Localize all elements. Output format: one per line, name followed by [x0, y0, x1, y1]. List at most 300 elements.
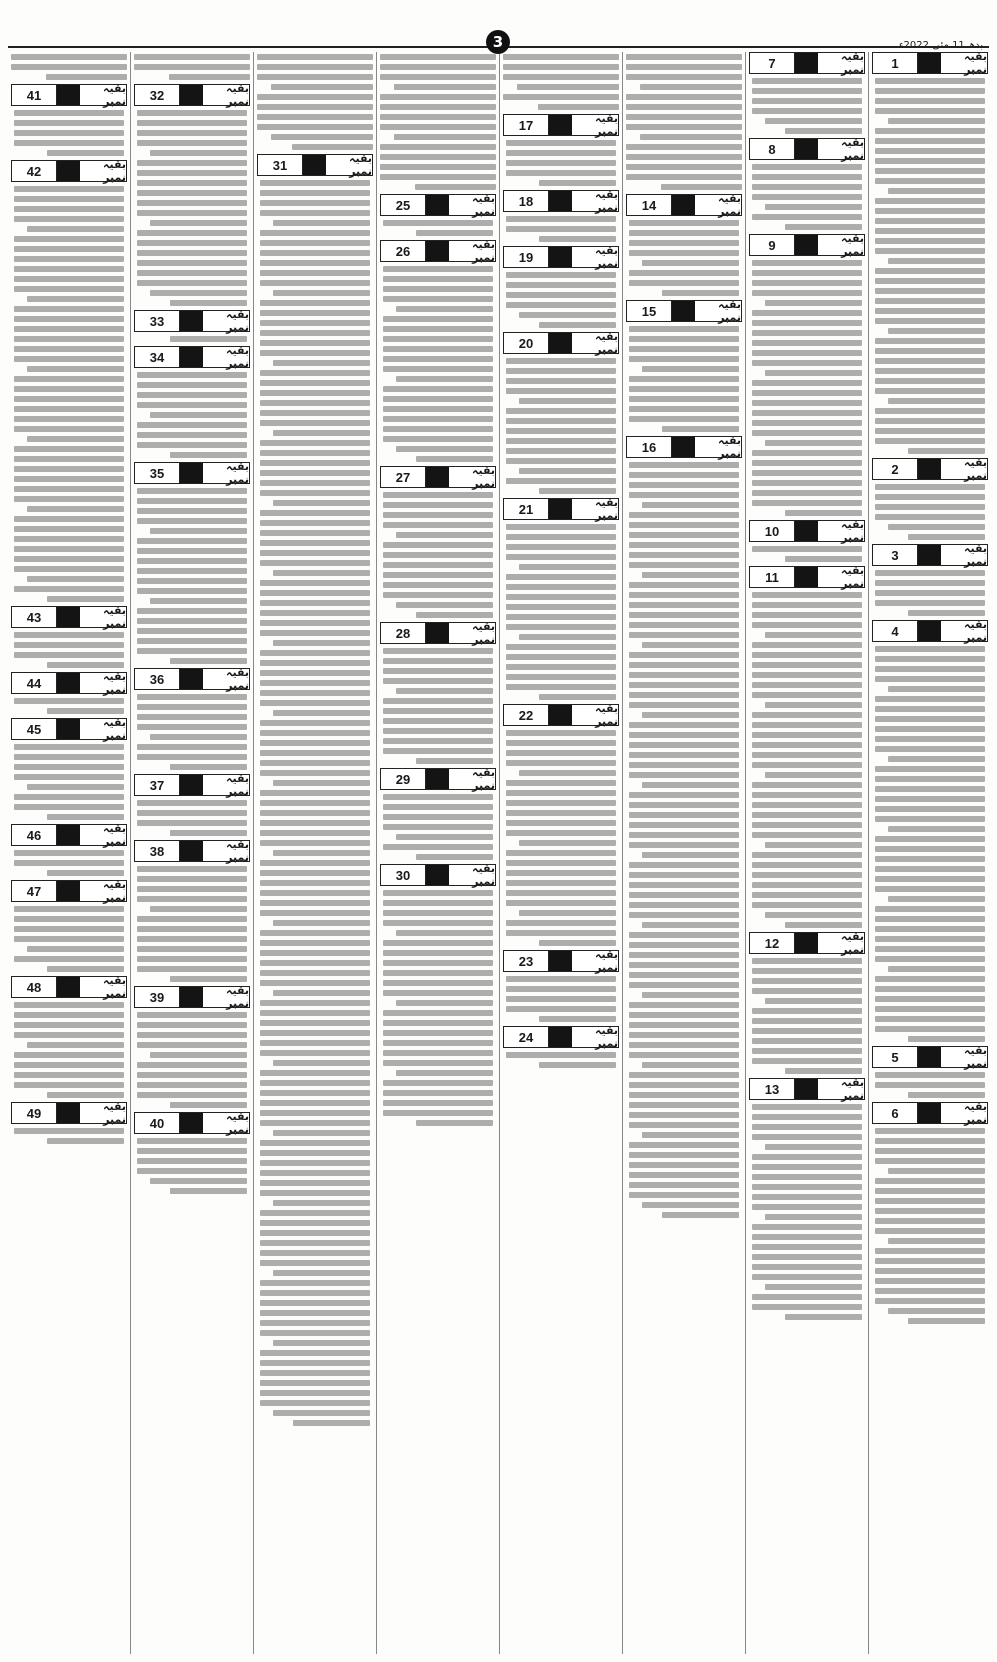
column-1: [868, 52, 991, 1654]
text-line: [137, 250, 247, 256]
header-bar: [549, 1027, 572, 1047]
text-line: [14, 346, 124, 352]
text-line: [47, 150, 124, 156]
text-line: [260, 620, 370, 626]
continuation-text: [872, 76, 988, 454]
text-line: [383, 668, 493, 674]
text-line: [752, 1264, 862, 1270]
text-line: [383, 386, 493, 392]
text-line: [875, 484, 985, 490]
continuation-number: 39: [135, 987, 180, 1007]
continuation-text: [503, 974, 619, 1022]
text-line: [875, 1188, 985, 1194]
header-bar: [549, 247, 572, 267]
continuation-title: بقیہ نمبر: [472, 192, 495, 218]
text-line: [27, 506, 124, 512]
continuation-text: [503, 214, 619, 242]
text-line: [383, 1030, 493, 1036]
continuation-block-27: [380, 466, 496, 618]
continuation-number: 9: [750, 235, 795, 255]
text-line: [273, 1130, 370, 1136]
header-bar: [549, 115, 572, 135]
text-line: [642, 1132, 739, 1138]
text-line: [380, 114, 496, 120]
text-line: [260, 1330, 370, 1336]
text-line: [519, 840, 616, 846]
text-line: [506, 780, 616, 786]
continuation-block-16: [626, 436, 742, 1218]
text-line: [752, 1008, 862, 1014]
text-line: [14, 754, 124, 760]
text-line: [875, 766, 985, 772]
text-line: [380, 54, 496, 60]
text-line: [271, 134, 373, 140]
text-line: [752, 1038, 862, 1044]
text-line: [383, 1080, 493, 1086]
continuation-title: بقیہ نمبر: [595, 188, 618, 214]
continuation-header: [749, 1078, 865, 1100]
header-bar: [795, 933, 818, 953]
text-line: [170, 764, 247, 770]
text-line: [383, 562, 493, 568]
continuation-header: [11, 718, 127, 740]
text-line: [273, 1060, 370, 1066]
continuation-number: 10: [750, 521, 795, 541]
text-line: [383, 406, 493, 412]
text-line: [875, 1198, 985, 1204]
text-line: [14, 376, 124, 382]
text-line: [273, 850, 370, 856]
continuation-title: بقیہ نمبر: [841, 136, 864, 162]
continuation-text: [503, 138, 619, 186]
continuation-text: [134, 486, 250, 664]
continuation-title: بقیہ نمبر: [718, 192, 741, 218]
text-line: [629, 376, 739, 382]
continuation-title: بقیہ نمبر: [718, 298, 741, 324]
header-bar: [918, 459, 941, 479]
text-line: [752, 612, 862, 618]
text-line: [383, 794, 493, 800]
header-bar: [549, 191, 572, 211]
text-line: [27, 366, 124, 372]
text-line: [47, 1138, 124, 1144]
text-line: [380, 174, 496, 180]
text-line: [14, 306, 124, 312]
text-line: [629, 1152, 739, 1158]
text-line: [752, 832, 862, 838]
continuation-title: بقیہ نمبر: [103, 82, 126, 108]
text-line: [396, 1070, 493, 1076]
text-line: [875, 736, 985, 742]
text-line: [752, 802, 862, 808]
text-line: [257, 104, 373, 110]
continuation-title: بقیہ نمبر: [472, 862, 495, 888]
text-line: [14, 632, 124, 638]
text-line: [260, 310, 370, 316]
text-line: [875, 580, 985, 586]
continuation-text: [626, 324, 742, 432]
continuation-text: [503, 356, 619, 494]
text-line: [416, 758, 493, 764]
text-line: [875, 816, 985, 822]
text-line: [27, 784, 124, 790]
text-line: [629, 652, 739, 658]
text-line: [137, 180, 247, 186]
text-line: [137, 508, 247, 514]
text-line: [14, 794, 124, 800]
continuation-block-14: [626, 194, 742, 296]
text-line: [752, 592, 862, 598]
text-line: [888, 756, 985, 762]
continuation-number: 21: [504, 499, 549, 519]
header-bar: [795, 1079, 818, 1099]
text-line: [14, 336, 124, 342]
text-line: [629, 772, 739, 778]
text-line: [629, 482, 739, 488]
text-line: [752, 792, 862, 798]
text-line: [875, 1128, 985, 1134]
text-line: [273, 1270, 370, 1276]
text-line: [875, 88, 985, 94]
continuation-header: [380, 768, 496, 790]
text-line: [150, 598, 247, 604]
text-line: [785, 1068, 862, 1074]
text-line: [260, 1210, 370, 1216]
text-line: [260, 1040, 370, 1046]
continuation-text: [11, 848, 127, 876]
text-line: [137, 488, 247, 494]
text-line: [875, 308, 985, 314]
text-line: [14, 1052, 124, 1058]
text-line: [14, 236, 124, 242]
text-line: [137, 130, 247, 136]
text-line: [752, 88, 862, 94]
text-line: [752, 390, 862, 396]
text-line: [14, 744, 124, 750]
text-line: [785, 556, 862, 562]
text-line: [260, 660, 370, 666]
text-line: [875, 158, 985, 164]
text-line: [46, 74, 127, 80]
text-line: [14, 850, 124, 856]
text-line: [752, 1154, 862, 1160]
text-line: [383, 960, 493, 966]
text-line: [134, 54, 250, 60]
text-line: [888, 118, 985, 124]
text-line: [506, 458, 616, 464]
continuation-block-10: [749, 520, 865, 562]
text-line: [27, 946, 124, 952]
continuation-number: 12: [750, 933, 795, 953]
continuation-header: [626, 194, 742, 216]
text-line: [506, 594, 616, 600]
continuation-block-48: [11, 976, 127, 1098]
text-line: [137, 1042, 247, 1048]
text-line: [260, 350, 370, 356]
text-line: [752, 862, 862, 868]
header-bar: [795, 567, 818, 587]
continuation-block-13: [749, 1078, 865, 1320]
text-line: [642, 782, 739, 788]
text-line: [785, 128, 862, 134]
continuation-title: بقیہ نمبر: [841, 518, 864, 544]
continuation-header: [626, 300, 742, 322]
text-line: [642, 1062, 739, 1068]
text-line: [506, 272, 616, 278]
text-line: [137, 270, 247, 276]
continuation-block-49: [11, 1102, 127, 1144]
text-line: [765, 118, 862, 124]
text-line: [383, 1100, 493, 1106]
header-bar: [549, 705, 572, 725]
text-line: [383, 814, 493, 820]
text-line: [629, 1112, 739, 1118]
text-line: [875, 696, 985, 702]
text-line: [137, 1022, 247, 1028]
text-line: [260, 820, 370, 826]
text-line: [752, 968, 862, 974]
text-line: [260, 520, 370, 526]
text-line: [875, 428, 985, 434]
text-line: [908, 1036, 985, 1042]
text-line: [260, 480, 370, 486]
text-line: [14, 1062, 124, 1068]
text-line: [752, 1304, 862, 1310]
text-line: [260, 740, 370, 746]
text-line: [875, 138, 985, 144]
text-line: [765, 842, 862, 848]
text-line: [137, 946, 247, 952]
text-line: [170, 658, 247, 664]
column-5: [376, 52, 499, 1654]
column-continuation-text: [377, 52, 499, 190]
text-line: [662, 290, 739, 296]
text-line: [260, 1250, 370, 1256]
text-line: [629, 792, 739, 798]
text-line: [415, 184, 496, 190]
text-line: [14, 516, 124, 522]
text-line: [14, 1032, 124, 1038]
text-line: [752, 164, 862, 170]
text-line: [752, 480, 862, 486]
continuation-header: [503, 950, 619, 972]
continuation-text: [872, 482, 988, 540]
text-line: [260, 1000, 370, 1006]
continuation-text: [872, 644, 988, 1042]
text-line: [519, 770, 616, 776]
header-bar: [57, 161, 80, 181]
text-line: [752, 78, 862, 84]
continuation-block-12: [749, 932, 865, 1074]
text-line: [260, 760, 370, 766]
text-line: [383, 502, 493, 508]
text-line: [506, 150, 616, 156]
text-line: [875, 666, 985, 672]
text-line: [14, 916, 124, 922]
text-line: [170, 336, 247, 342]
text-line: [539, 1062, 616, 1068]
text-line: [383, 286, 493, 292]
text-line: [383, 728, 493, 734]
text-line: [629, 240, 739, 246]
text-line: [260, 1100, 370, 1106]
text-line: [260, 590, 370, 596]
header-bar: [795, 235, 818, 255]
text-line: [14, 906, 124, 912]
continuation-block-39: [134, 986, 250, 1108]
text-line: [506, 478, 616, 484]
continuation-text: [380, 646, 496, 764]
text-line: [137, 754, 247, 760]
header-bar: [57, 673, 80, 693]
continuation-block-38: [134, 840, 250, 982]
text-line: [137, 518, 247, 524]
text-line: [383, 824, 493, 830]
continuation-header: [503, 332, 619, 354]
text-line: [506, 976, 616, 982]
continuation-title: بقیہ نمبر: [226, 838, 249, 864]
text-line: [169, 74, 250, 80]
text-line: [875, 726, 985, 732]
text-line: [137, 498, 247, 504]
text-line: [260, 770, 370, 776]
text-line: [875, 248, 985, 254]
text-line: [875, 288, 985, 294]
text-line: [14, 926, 124, 932]
text-line: [137, 548, 247, 554]
text-line: [27, 576, 124, 582]
text-line: [629, 962, 739, 968]
text-line: [629, 722, 739, 728]
text-line: [150, 1178, 247, 1184]
text-line: [14, 316, 124, 322]
text-line: [506, 730, 616, 736]
continuation-number: 34: [135, 347, 180, 367]
continuation-header: [749, 932, 865, 954]
text-line: [14, 196, 124, 202]
continuation-block-19: [503, 246, 619, 328]
text-line: [137, 200, 247, 206]
text-line: [908, 448, 985, 454]
text-line: [383, 572, 493, 578]
text-line: [137, 240, 247, 246]
continuation-block-18: [503, 190, 619, 242]
text-line: [260, 1020, 370, 1026]
text-line: [14, 120, 124, 126]
text-line: [137, 1158, 247, 1164]
text-line: [752, 1134, 862, 1140]
text-line: [752, 108, 862, 114]
text-line: [383, 396, 493, 402]
text-line: [661, 184, 742, 190]
continuation-number: 38: [135, 841, 180, 861]
text-line: [383, 708, 493, 714]
column-2: [745, 52, 868, 1654]
text-line: [629, 250, 739, 256]
text-line: [626, 174, 742, 180]
continuation-text: [503, 1050, 619, 1068]
text-line: [137, 1062, 247, 1068]
text-line: [260, 1120, 370, 1126]
text-line: [137, 568, 247, 574]
text-line: [752, 1224, 862, 1230]
text-line: [383, 698, 493, 704]
continuation-title: بقیہ نمبر: [964, 1100, 987, 1126]
text-line: [752, 622, 862, 628]
continuation-title: بقیہ نمبر: [964, 1044, 987, 1070]
text-line: [506, 554, 616, 560]
continuation-number: 13: [750, 1079, 795, 1099]
header-bar: [180, 347, 203, 367]
text-line: [137, 1012, 247, 1018]
text-line: [765, 998, 862, 1004]
text-line: [260, 1110, 370, 1116]
text-line: [875, 1228, 985, 1234]
text-line: [875, 786, 985, 792]
text-line: [875, 278, 985, 284]
text-line: [875, 856, 985, 862]
continuation-title: بقیہ نمبر: [103, 974, 126, 1000]
text-line: [396, 834, 493, 840]
continuation-number: 28: [381, 623, 426, 643]
text-line: [629, 882, 739, 888]
text-line: [642, 366, 739, 372]
text-line: [260, 1190, 370, 1196]
header-bar: [180, 775, 203, 795]
continuation-title: بقیہ نمبر: [595, 112, 618, 138]
text-line: [875, 514, 985, 520]
text-line: [519, 910, 616, 916]
text-line: [875, 1208, 985, 1214]
text-line: [908, 610, 985, 616]
text-line: [47, 596, 124, 602]
text-line: [629, 472, 739, 478]
text-line: [752, 662, 862, 668]
text-line: [506, 900, 616, 906]
text-line: [260, 1140, 370, 1146]
text-line: [383, 890, 493, 896]
text-line: [629, 972, 739, 978]
text-line: [257, 74, 373, 80]
column-continuation-text: [623, 52, 745, 190]
header-bar: [426, 195, 449, 215]
continuation-text: [257, 178, 373, 1426]
continuation-number: 41: [12, 85, 57, 105]
text-line: [383, 492, 493, 498]
text-line: [875, 98, 985, 104]
text-line: [629, 1102, 739, 1108]
text-line: [383, 980, 493, 986]
text-line: [14, 356, 124, 362]
text-line: [260, 1390, 370, 1396]
text-line: [14, 266, 124, 272]
text-line: [875, 198, 985, 204]
text-line: [273, 220, 370, 226]
text-line: [383, 1010, 493, 1016]
text-line: [875, 338, 985, 344]
text-line: [752, 1244, 862, 1250]
text-line: [629, 396, 739, 402]
continuation-number: 48: [12, 977, 57, 997]
text-line: [137, 936, 247, 942]
text-line: [752, 184, 862, 190]
text-line: [416, 854, 493, 860]
text-line: [137, 638, 247, 644]
text-line: [14, 396, 124, 402]
continuation-title: بقیہ نمبر: [595, 702, 618, 728]
header-bar: [549, 333, 572, 353]
continuation-number: 46: [12, 825, 57, 845]
